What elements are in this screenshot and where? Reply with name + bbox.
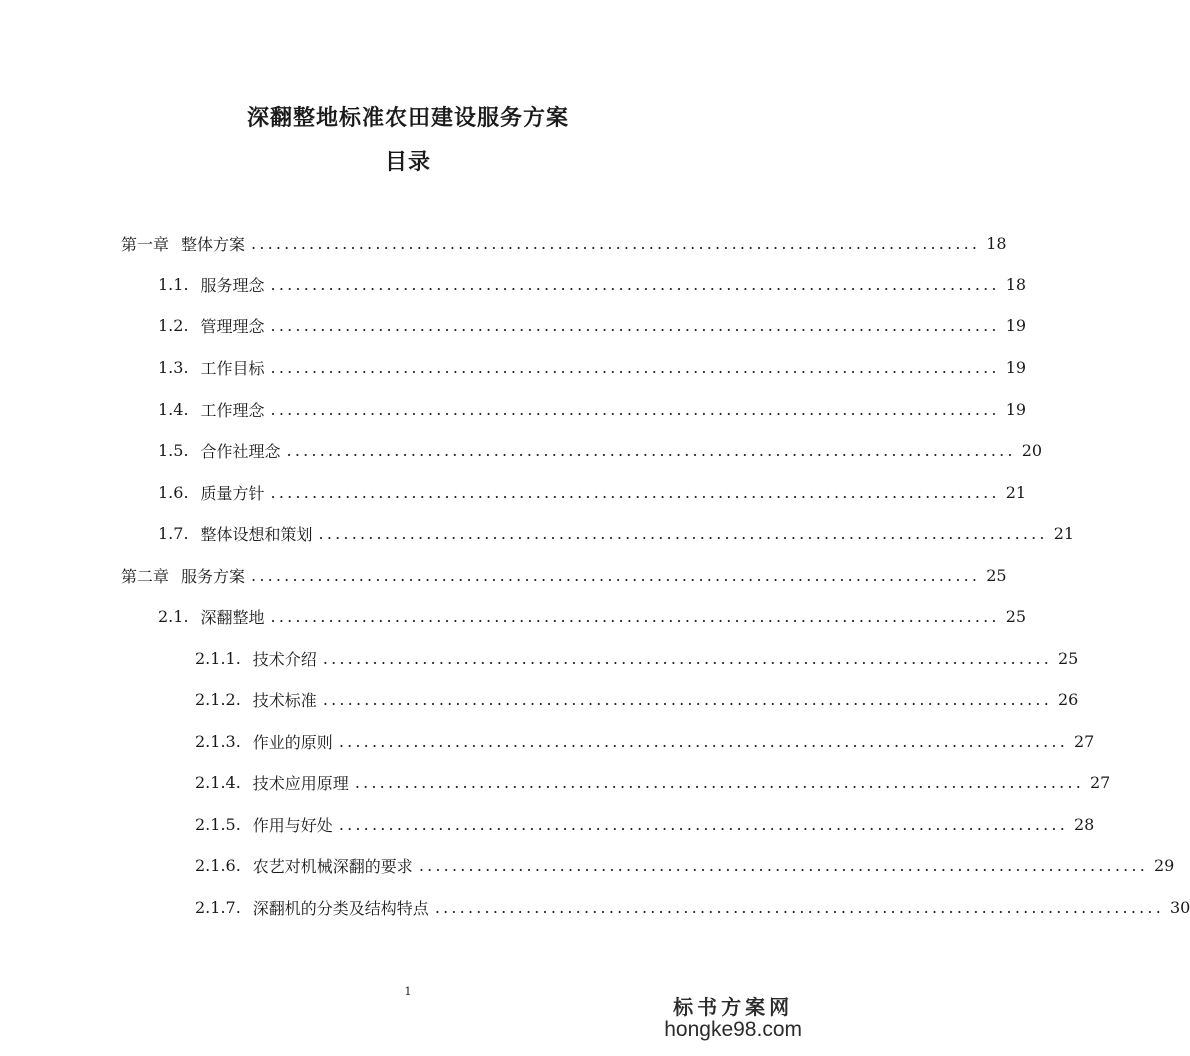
toc-entry-title: 服务方案 <box>181 566 246 586</box>
toc-entry-title: 深翻机的分类及结构特点 <box>252 898 429 918</box>
toc-leader-dots: ........................................................................................ <box>270 606 1000 626</box>
toc-entry[interactable] <box>195 768 1111 796</box>
toc-entry-page: 28 <box>1073 814 1095 834</box>
toc-entry[interactable] <box>158 353 1027 381</box>
toc-entry-title: 技术标准 <box>252 690 317 710</box>
toc-entry-title: 技术应用原理 <box>252 773 349 793</box>
toc-entry[interactable] <box>195 851 1175 879</box>
toc-entry-page: 19 <box>1005 357 1027 377</box>
toc-entry[interactable] <box>158 519 1075 547</box>
toc-entry[interactable] <box>158 602 1027 630</box>
toc-entry-title: 深翻整地 <box>200 607 265 627</box>
toc-entry[interactable] <box>158 395 1027 423</box>
toc-entry-title: 工作理念 <box>200 400 265 420</box>
toc-entry-number: 2.1.7. <box>195 897 241 917</box>
toc-leader-dots: ........................................................................................ <box>322 689 1052 709</box>
watermark-url: hongke98.com <box>664 1018 802 1041</box>
toc-entry-page: 25 <box>1057 648 1079 668</box>
toc-entry-number: 1.4. <box>158 399 189 419</box>
toc-entry-page: 27 <box>1089 772 1111 792</box>
page-number: 1 <box>404 985 412 998</box>
toc-entry-number: 1.6. <box>158 482 189 502</box>
toc-entry[interactable] <box>195 644 1079 672</box>
toc-leader-dots: ........................................................................................ <box>322 648 1052 668</box>
document-title: 深翻整地标准农田建设服务方案 <box>246 106 569 131</box>
toc-entry-page: 21 <box>1005 482 1027 502</box>
toc-entry-title: 质量方针 <box>200 483 265 503</box>
toc-entry-page: 27 <box>1073 731 1095 751</box>
toc-entry-number: 2.1.2. <box>195 689 241 709</box>
toc-entry-title: 服务理念 <box>200 275 265 295</box>
toc-entry-page: 25 <box>1005 606 1027 626</box>
toc-heading: 目录 <box>384 150 431 175</box>
toc-entry-number: 2.1.4. <box>195 772 241 792</box>
toc-leader-dots: ........................................................................................ <box>354 772 1084 792</box>
toc-entry-title: 作业的原则 <box>252 732 333 752</box>
toc-entry[interactable] <box>195 685 1079 713</box>
toc-entry-title: 技术介绍 <box>252 649 317 669</box>
toc-entry-number: 1.7. <box>158 523 189 543</box>
toc-entry[interactable] <box>195 893 1190 921</box>
toc-leader-dots: ........................................................................................ <box>251 565 981 585</box>
toc-entry[interactable] <box>195 727 1095 755</box>
toc-entry-title: 作用与好处 <box>252 815 333 835</box>
toc-entry-page: 25 <box>986 565 1007 585</box>
toc-entry-page: 21 <box>1053 523 1075 543</box>
toc-entry-page: 19 <box>1005 315 1027 335</box>
toc-leader-dots: ........................................................................................ <box>270 399 1000 419</box>
toc-entry-title: 整体设想和策划 <box>200 524 313 544</box>
watermark-name: 标书方案网 <box>673 995 794 1019</box>
watermark <box>664 991 802 1042</box>
toc-leader-dots: ........................................................................................ <box>434 897 1164 917</box>
toc-leader-dots: ........................................................................................ <box>270 274 1000 294</box>
toc-leader-dots: ........................................................................................ <box>338 731 1068 751</box>
toc-entry-number: 2.1.3. <box>195 731 241 751</box>
toc-entry-page: 20 <box>1021 440 1043 460</box>
toc-entry[interactable] <box>158 270 1027 298</box>
toc-entry-number: 第一章 <box>121 234 170 254</box>
toc-entry-number: 1.1. <box>158 274 189 294</box>
toc-entry-number: 1.2. <box>158 315 189 335</box>
toc-entry-page: 18 <box>1005 274 1027 294</box>
toc-entry-number: 1.5. <box>158 440 189 460</box>
toc-leader-dots: ........................................................................................ <box>418 855 1148 875</box>
toc-entry-number: 第二章 <box>121 566 170 586</box>
toc-entry-title: 工作目标 <box>200 358 265 378</box>
toc-leader-dots: ........................................................................................ <box>318 523 1048 543</box>
toc-entry-page: 29 <box>1153 855 1175 875</box>
toc-leader-dots: ........................................................................................ <box>270 482 1000 502</box>
toc-entry-number: 2.1.1. <box>195 648 241 668</box>
toc-entry-title: 管理理念 <box>200 316 265 336</box>
toc-entry-number: 2.1.5. <box>195 814 241 834</box>
toc-entry[interactable] <box>121 229 1007 257</box>
toc-entry-page: 26 <box>1057 689 1079 709</box>
toc-entry[interactable] <box>121 561 1007 589</box>
toc-entry[interactable] <box>158 478 1027 506</box>
toc-entry-title: 整体方案 <box>181 234 246 254</box>
toc-leader-dots: ........................................................................................ <box>338 814 1068 834</box>
toc-entry[interactable] <box>158 311 1027 339</box>
toc-entry-title: 农艺对机械深翻的要求 <box>252 856 413 876</box>
toc-entry-number: 2.1.6. <box>195 855 241 875</box>
toc-entry[interactable] <box>195 810 1095 838</box>
toc-entry-number: 1.3. <box>158 357 189 377</box>
toc-entry-page: 30 <box>1169 897 1190 917</box>
toc-leader-dots: ........................................................................................ <box>286 440 1016 460</box>
toc-leader-dots: ........................................................................................ <box>251 233 981 253</box>
toc-entry[interactable] <box>158 436 1043 464</box>
toc-entry-number: 2.1. <box>158 606 189 626</box>
toc-entry-page: 18 <box>986 233 1007 253</box>
toc-leader-dots: ........................................................................................ <box>270 315 1000 335</box>
toc-entry-page: 19 <box>1005 399 1027 419</box>
toc-leader-dots: ........................................................................................ <box>270 357 1000 377</box>
toc-entry-title: 合作社理念 <box>200 441 281 461</box>
